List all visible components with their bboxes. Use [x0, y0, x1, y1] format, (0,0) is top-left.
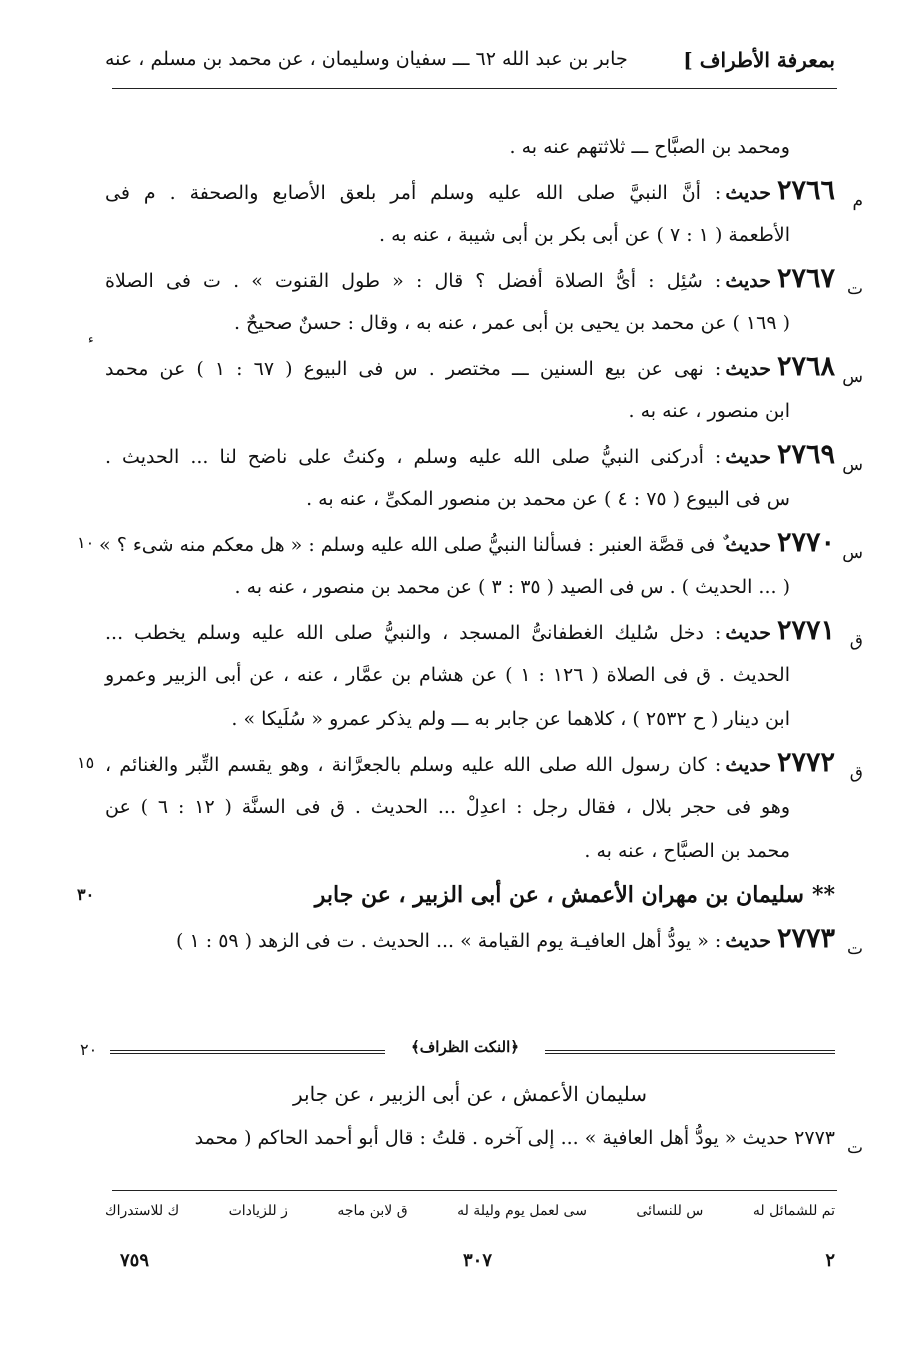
hadith-entry [105, 257, 863, 345]
hadith-entry [77, 521, 863, 609]
line-number: ٢٠ [80, 1040, 98, 1059]
hadith-number: ٢٧٧٢ [776, 747, 835, 778]
source-siglum: م [852, 191, 863, 211]
source-siglum: ق [849, 763, 863, 783]
footer-rule [112, 1190, 837, 1191]
hadith-entry [105, 433, 863, 521]
source-siglum: س [842, 455, 863, 475]
line-number: ١٠ [77, 533, 95, 552]
legend-item: ق لابن ماجه [337, 1203, 408, 1219]
hadith-number: ٢٧٦٨ [776, 351, 835, 382]
nukat-text: ٢٧٧٣ حديث « يودُّ أهل العافية » ... إلى آخره . قلتُ : قال أبو أحمد الحاكم ( محمد [194, 1127, 835, 1149]
hadith-text: ابن دينار ( ح ٢٥٣٢ ) ، كلاهما عن جابر به ـــ ولم يذكر عمرو « سُلَيكا » . [231, 708, 790, 730]
hadith-label: حديث [725, 182, 771, 204]
nukat-entry [105, 1116, 863, 1160]
hadith-number: ٢٧٦٩ [776, 439, 835, 470]
source-siglum: ق [849, 631, 863, 651]
stray-mark: ء [88, 332, 94, 346]
section-heading [77, 873, 835, 917]
hadith-entry [105, 917, 863, 961]
hadith-label: حديث [725, 754, 771, 776]
hadith-text: : سُئِل : أىُّ الصلاة أفضل ؟ قال : « طول القنوت » . ت فى الصلاة [105, 270, 722, 292]
hadith-text: : دخل سُليك الغطفانىُّ المسجد ، والنبيُّ صلى الله عليه وسلم يخطب ... [105, 622, 722, 644]
section-title: سليمان بن مهران الأعمش ، عن أبى الزبير ، عن جابر [314, 882, 804, 908]
hadith-text: : نهى عن بيع السنين ـــ مختصر . س فى البيوع ( ٦٧ : ١ ) عن محمد [105, 358, 722, 380]
hadith-label: حديث [725, 270, 771, 292]
divider-label: ﴿النكت الظراف﴾ [410, 1038, 520, 1056]
hadith-text: س فى البيوع ( ٧٥ : ٤ ) عن محمد بن منصور المكىِّ ، عنه به . [306, 488, 790, 510]
hadith-label: حديث [725, 358, 771, 380]
hadith-text: : أدركنى النبيُّ صلى الله عليه وسلم ، وكنتُ على ناضح لنا ... الحديث . [105, 446, 722, 468]
hadith-text: ( ١٦٩ ) عن محمد بن يحيى بن أبى عمر ، عنه به ، وقال : حسنٌ صحيحٌ . [233, 312, 790, 334]
running-header [105, 42, 835, 80]
legend-item: سى لعمل يوم وليلة له [457, 1203, 587, 1219]
hadith-entry [77, 741, 863, 873]
hadith-text: فى قصَّة العنبر : فسألنا النبيُّ صلى الله عليه وسلم : « هل معكم منه شىء ؟ » [99, 534, 716, 556]
divider-rule [110, 1050, 385, 1054]
legend-item: س للنسائى [636, 1203, 704, 1219]
lead-in-line: ومحمد بن الصبَّاح ـــ ثلاثتهم عنه به . [509, 136, 790, 158]
source-siglum: ت [846, 1138, 863, 1158]
hadith-number: ٢٧٦٦ [776, 175, 835, 206]
hadith-text: الحديث . ق فى الصلاة ( ١٢٦ : ١ ) عن هشام بن عمَّار ، عنه ، عن أبى الزبير وعمرو [105, 664, 791, 686]
hadith-number: ٢٧٧٣ [776, 923, 835, 954]
section-number: ٣٠ [77, 885, 95, 904]
volume-number: ٢ [825, 1250, 835, 1271]
line-number: ١٥ [77, 753, 95, 772]
hadith-number: ٢٧٧١ [776, 615, 835, 646]
divider-rule [545, 1050, 835, 1054]
legend-item: ز للزيادات [228, 1203, 288, 1219]
hadith-entries [77, 125, 863, 961]
page-footer [120, 1250, 835, 1280]
running-header-title: بمعرفة الأطراف ] [683, 48, 835, 72]
hadith-text: ابن منصور ، عنه به . [628, 400, 790, 422]
nukat-divider [110, 1038, 835, 1064]
hadith-text: ( ... الحديث ) . س فى الصيد ( ٣٥ : ٣ ) عن محمد بن منصور ، عنه به . [234, 576, 790, 598]
header-rule [112, 88, 837, 89]
hadith-text: : كان رسول الله صلى الله عليه وسلم بالجعرَّانة ، وهو يقسم التِّبر والغنائم ، [105, 754, 722, 776]
hadith-label: حديث [725, 930, 771, 952]
hadith-text: الأطعمة ( ١ : ٧ ) عن أبى بكر بن أبى شيبة ، عنه به . [379, 224, 790, 246]
original-page-number: ٧٥٩ [120, 1250, 150, 1271]
page-number: ٣٠٧ [462, 1250, 492, 1271]
source-siglum: س [842, 543, 863, 563]
hadith-text: : أنَّ النبيَّ صلى الله عليه وسلم أمر بلعق الأصابع والصحفة . م فى [105, 182, 722, 204]
hadith-label: حديث [725, 534, 771, 556]
hadith-number: ٢٧٧٠ [776, 527, 835, 558]
section-stars: ** [811, 882, 835, 908]
hadith-label: حديث [725, 446, 771, 468]
nukat-title: سليمان الأعمش ، عن أبى الزبير ، عن جابر [293, 1082, 647, 1106]
source-siglum: س [842, 367, 863, 387]
hadith-text: وهو فى حجر بلال ، فقال رجل : اعدِلْ ... الحديث . ق فى السنَّة ( ١٢ : ٦ ) عن [105, 796, 790, 818]
legend-item: ك للاستدراك [105, 1203, 180, 1219]
source-siglum: ت [846, 279, 863, 299]
hadith-text: محمد بن الصبَّاح ، عنه به . [584, 840, 790, 862]
hadith-label: حديث [725, 622, 771, 644]
nukat-section [105, 1072, 863, 1160]
hadith-entry [105, 169, 863, 257]
running-header-subtitle: جابر بن عبد الله ٦٢ ـــ سفيان وسليمان ، عن محمد بن مسلم ، عنه [105, 48, 628, 70]
hadith-entry [105, 609, 863, 741]
source-siglum: ت [846, 939, 863, 959]
hadith-text: : « يودُّ أهل العافيـة يوم القيامة » ... الحديث . ت فى الزهد ( ٥٩ : ١ ) [176, 930, 722, 952]
legend-item: تم للشمائل له [752, 1203, 835, 1219]
hadith-number: ٢٧٦٧ [776, 263, 835, 294]
abbreviation-legend [105, 1203, 835, 1233]
hadith-entry [105, 345, 863, 433]
